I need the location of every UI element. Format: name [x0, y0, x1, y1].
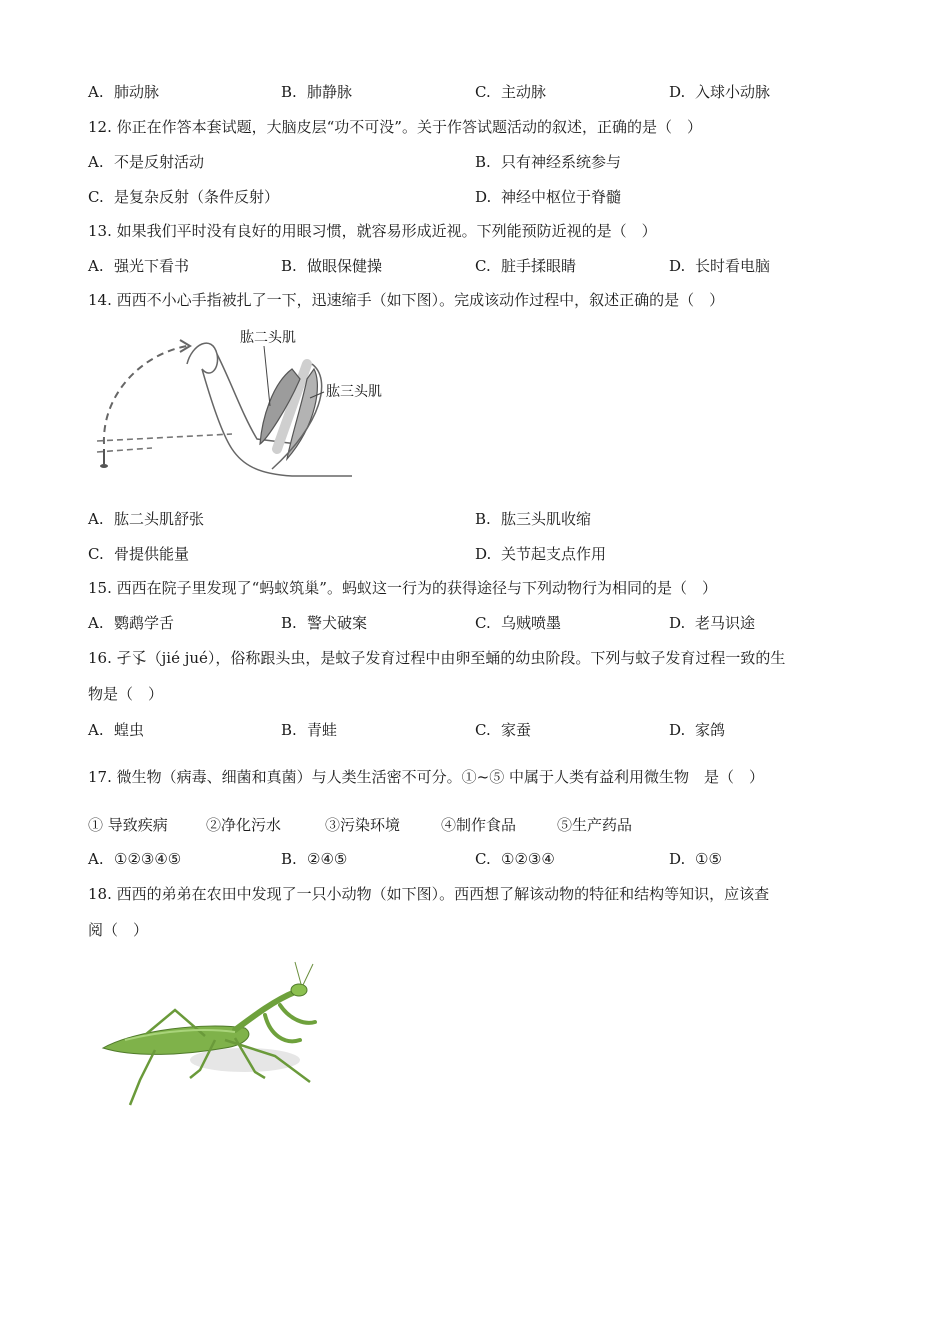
q13-option-d[interactable]: D. 长时看电脑: [669, 257, 771, 275]
arm-muscle-figure: [92, 324, 392, 484]
q13-option-a[interactable]: A. 强光下看书: [88, 257, 190, 275]
q18-stem-line2: 阅（ ）: [88, 921, 149, 939]
q17-option-c[interactable]: C. ①②③④: [475, 850, 555, 868]
q17-item-2: ②净化污水: [206, 816, 282, 834]
q16-option-d[interactable]: D. 家鸽: [669, 721, 726, 739]
q18-stem-line1: 18. 西西的弟弟在农田中发现了一只小动物（如下图）。西西想了解该动物的特征和结构等知识，应该查: [88, 885, 770, 903]
q16-stem-line1: 16. 孑孓（jié jué），俗称跟头虫，是蚊子发育过程中由卵至蛹的幼虫阶段。下列与蚊子发育过程一致的生: [88, 649, 786, 667]
q12-option-b[interactable]: B. 只有神经系统参与: [475, 153, 622, 171]
q15-stem: 15. 西西在院子里发现了“蚂蚁筑巢”。蚂蚁这一行为的获得途径与下列动物行为相同的是（ ）: [88, 579, 717, 597]
q15-option-a[interactable]: A. 鹦鹉学舌: [88, 614, 175, 632]
q16-option-c[interactable]: C. 家蚕: [475, 721, 532, 739]
q16-stem-line2: 物是（ ）: [88, 685, 164, 703]
q12-stem: 12. 你正在作答本套试题，大脑皮层“功不可没”。关于作答试题活动的叙述，正确的是（ ）: [88, 118, 702, 136]
q14-option-d[interactable]: D. 关节起支点作用: [475, 545, 607, 563]
q14-option-b[interactable]: B. 肱三头肌收缩: [475, 510, 592, 528]
q16-option-b[interactable]: B. 青蛙: [281, 721, 338, 739]
q15-option-d[interactable]: D. 老马识途: [669, 614, 756, 632]
q12-option-c[interactable]: C. 是复杂反射（条件反射）: [88, 188, 280, 206]
q11-option-b[interactable]: B. 肺静脉: [281, 83, 353, 101]
q11-option-a[interactable]: A. 肺动脉: [88, 83, 160, 101]
q15-option-c[interactable]: C. 乌贼喷墨: [475, 614, 562, 632]
q17-item-1: ① 导致疾病: [88, 816, 168, 834]
q11-option-c[interactable]: C. 主动脉: [475, 83, 547, 101]
q17-option-a[interactable]: A. ①②③④⑤: [88, 850, 182, 868]
q11-option-d[interactable]: D. 入球小动脉: [669, 83, 771, 101]
q17-item-5: ⑤生产药品: [557, 816, 633, 834]
q15-option-b[interactable]: B. 警犬破案: [281, 614, 368, 632]
biceps-label: 肱二头肌: [240, 330, 296, 346]
q16-option-a[interactable]: A. 蝗虫: [88, 721, 145, 739]
mantis-image: [95, 960, 325, 1110]
q14-option-a[interactable]: A. 肱二头肌舒张: [88, 510, 205, 528]
q13-option-c[interactable]: C. 脏手揉眼睛: [475, 257, 577, 275]
q17-item-4: ④制作食品: [441, 816, 517, 834]
q12-option-d[interactable]: D. 神经中枢位于脊髓: [475, 188, 622, 206]
q13-stem: 13. 如果我们平时没有良好的用眼习惯，就容易形成近视。下列能预防近视的是（ ）: [88, 222, 657, 240]
q13-option-b[interactable]: B. 做眼保健操: [281, 257, 383, 275]
q17-stem: 17. 微生物（病毒、细菌和真菌）与人类生活密不可分。①~⑤ 中属于人类有益利用微生物 是（ ）: [88, 768, 764, 786]
fist-icon: [187, 343, 218, 373]
q14-stem: 14. 西西不小心手指被扎了一下，迅速缩手（如下图）。完成该动作过程中，叙述正确的是（ ）: [88, 291, 725, 309]
q17-option-b[interactable]: B. ②④⑤: [281, 850, 348, 868]
motion-arc: [104, 346, 187, 444]
q12-option-a[interactable]: A. 不是反射活动: [88, 153, 205, 171]
q17-item-3: ③污染环境: [325, 816, 401, 834]
q14-option-c[interactable]: C. 骨提供能量: [88, 545, 190, 563]
q17-option-d[interactable]: D. ①⑤: [669, 850, 722, 868]
triceps-label: 肱三头肌: [326, 384, 382, 400]
